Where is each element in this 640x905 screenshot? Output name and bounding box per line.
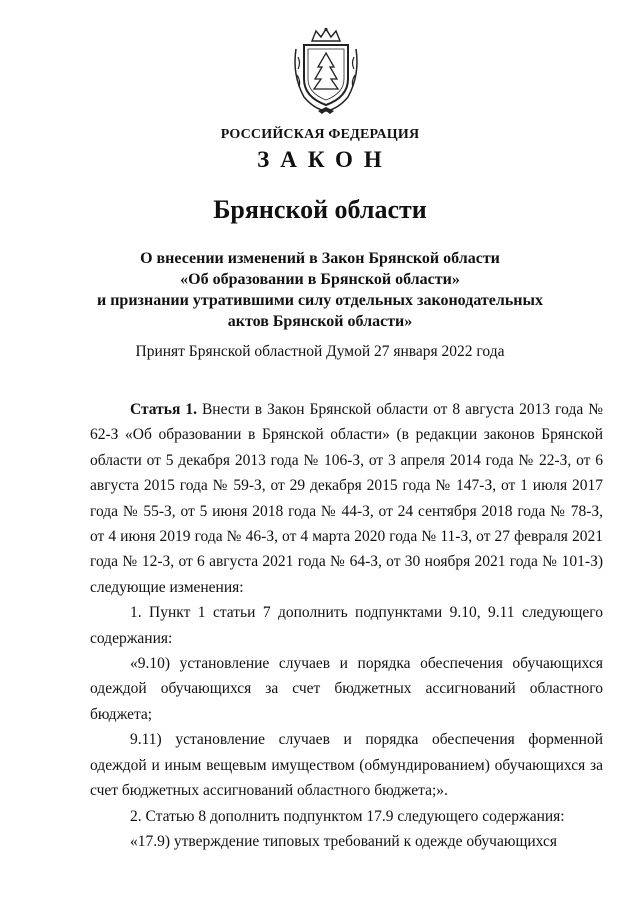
article-label: Статья 1.	[130, 401, 197, 418]
law-title-line: О внесении изменений в Закон Брянской области	[140, 250, 500, 267]
document-type: ЗАКОН	[257, 147, 393, 172]
law-body	[90, 397, 603, 854]
law-title-line: и признании утратившими силу отдельных законодательных	[96, 292, 544, 309]
paragraph: 9.11) установление случаев и порядка обеспечения форменной одеждой и иным вещевым имуществом (обмундированием) обучающихся за счет бюджетных ассигнований областного бюджета;».	[90, 731, 603, 800]
paragraph: 1. Пункт 1 статьи 7 дополнить подпунктами 9.10, 9.11 следующего содержания:	[90, 604, 603, 647]
region-name: Брянской области	[213, 195, 427, 224]
adoption-note: Принят Брянской областной Думой 27 января 2022 года	[135, 343, 505, 360]
article-text: Внести в Закон Брянской области от 8 августа 2013 года № 62-З «Об образовании в Брянской области» (в редакции законов Брянской области от 5 декабря 2013 года № 106-З, от 3 апреля 2014 года № 22-З, от 6 августа 2015 года № 59-З, от 29 декабря 2015 года № 147-З, от 1 июля 2017 года № 55-З, от 5 июня 2018 года № 44-З, от 24 сентября 2018 года № 78-З, от 4 июня 2019 года № 46-З, от 4 марта 2020 года № 11-З, от 27 февраля 2021 года № 12-З, от 6 августа 2021 года № 64-З, от 30 ноября 2021 года № 101-З) следующие изменения:	[90, 401, 603, 596]
law-title-line: «Об образовании в Брянской области»	[180, 271, 460, 288]
law-title-line: актов Брянской области»	[227, 313, 413, 330]
paragraph: «17.9) утверждение типовых требований к одежде обучающихся	[130, 832, 557, 850]
country-name: РОССИЙСКАЯ ФЕДЕРАЦИЯ	[220, 127, 420, 142]
paragraph: 2. Статью 8 дополнить подпунктом 17.9 следующего содержания:	[130, 807, 565, 825]
paragraph: «9.10) установление случаев и порядка обеспечения обучающихся одеждой обучающихся за счет бюджетных ассигнований областного бюджета;	[90, 655, 603, 723]
article-1	[90, 397, 603, 600]
coat-of-arms-emblem	[290, 27, 362, 115]
law-title	[0, 248, 640, 332]
